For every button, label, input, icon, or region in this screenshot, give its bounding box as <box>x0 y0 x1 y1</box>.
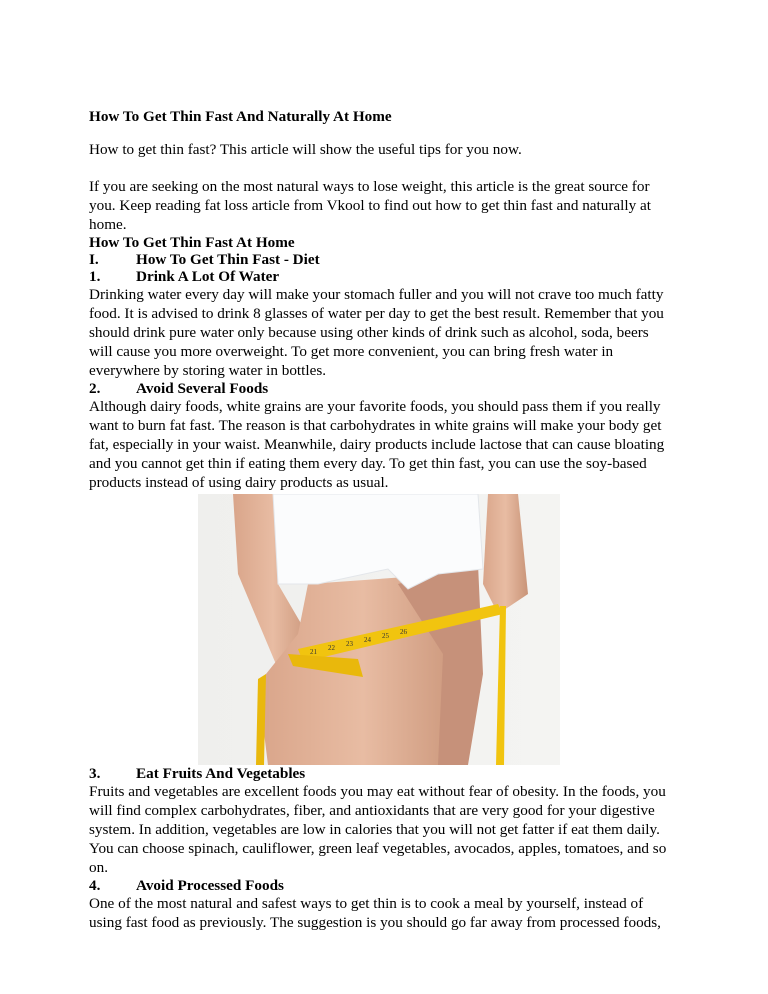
tape-measure-thigh-photo <box>198 494 560 765</box>
tape-number: 21 <box>310 648 317 656</box>
item-heading-1: 1. Drink A Lot Of Water <box>89 268 280 285</box>
item-heading-3: 3. Eat Fruits And Vegetables <box>89 765 306 782</box>
intro-paragraph: How to get thin fast? This article will show the useful tips for you now. <box>89 141 522 158</box>
item-heading-2: 2. Avoid Several Foods <box>89 380 269 397</box>
section-heading: How To Get Thin Fast At Home I. How To Get Thin Fast - Diet 1. Drink A Lot Of Water <box>89 234 729 285</box>
lead-paragraph: If you are seeking on the most natural ways to lose weight, this article is the great source for you. Keep reading fat loss article from Vkool to find out how to get thin fast and naturally at home. <box>89 178 651 233</box>
tape-number: 26 <box>400 628 407 636</box>
part-heading: I. How To Get Thin Fast - Diet <box>89 251 320 268</box>
item-body-1: Drinking water every day will make your stomach fuller and you will not crave too much fatty food. It is advised to drink 8 glasses of water per day to get the best result. Remember that you should drink pure water only because using other kinds of drink such as alcohol, soda, beers will cause you more overweight. To get more convenient, you can bring fresh water in everywhere by storing water in bottles. <box>89 286 664 379</box>
item-body-4: One of the most natural and safest ways to get thin is to cook a meal by yourself, instead of using fast food as previously. The suggestion is you should go far away from processed foods, <box>89 895 661 931</box>
item-body-2: Although dairy foods, white grains are your favorite foods, you should pass them if you really want to burn fat fast. The reason is that carbohydrates in white grains will make your body get fat, especially in your waist. Meanwhile, dairy products include lactose that can cause bloating and you cannot get thin if eating them every day. To get thin fast, you can use the soy-based products instead of using dairy products as usual. <box>89 398 665 491</box>
tape-number: 25 <box>382 632 389 640</box>
document-title: How To Get Thin Fast And Naturally At Home <box>89 108 392 125</box>
tape-number: 24 <box>364 636 371 644</box>
tape-number: 23 <box>346 640 353 648</box>
document-body <box>89 108 729 932</box>
item-body-3: Fruits and vegetables are excellent foods you may eat without fear of obesity. In the foods, you will find complex carbohydrates, fiber, and antioxidants that are very good for your digestive system. In addition, vegetables are low in calories that you will not get fatter if eat them daily. You can choose spinach, cauliflower, green leaf vegetables, avocados, apples, tomatoes, and so on. <box>89 783 667 876</box>
item-heading-4: 4. Avoid Processed Foods <box>89 877 284 894</box>
tape-number: 22 <box>328 644 335 652</box>
